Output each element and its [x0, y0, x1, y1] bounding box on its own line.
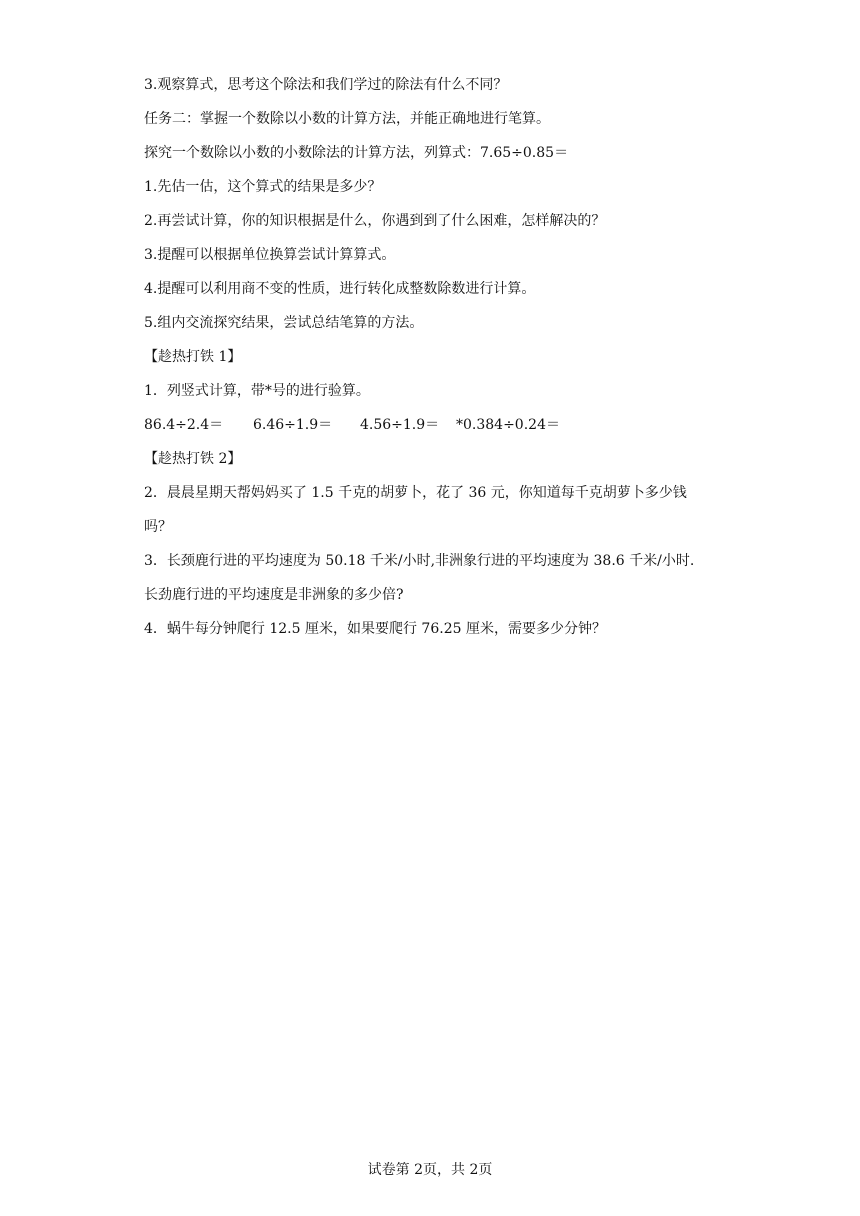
equation-item: 6.46÷1.9＝: [253, 417, 333, 433]
question-4: 4．蜗牛每分钟爬行 12.5 厘米，如果要爬行 76.25 厘米，需要多少分钟？: [144, 621, 606, 637]
explore-line: 探究一个数除以小数的小数除法的计算方法，列算式：7.65÷0.85＝: [144, 145, 569, 161]
step-hint-unit: 3.提醒可以根据单位换算尝试计算算式。: [144, 247, 396, 263]
question-2-line-1: 2．晨晨星期天帮妈妈买了 1.5 千克的胡萝卜，花了 36 元，你知道每千克胡萝卜多少钱: [144, 485, 687, 501]
question-3-line-2: 长劲鹿行进的平均速度是非洲象的多少倍?: [144, 587, 404, 603]
task-two-heading: 任务二：掌握一个数除以小数的计算方法，并能正确地进行笔算。: [144, 111, 550, 127]
step-summarize: 5.组内交流探究结果，尝试总结笔算的方法。: [144, 315, 424, 331]
step-hint-quotient: 4.提醒可以利用商不变的性质，进行转化成整数除数进行计算。: [144, 281, 536, 297]
page-footer: 试卷第 2页，共 2页: [367, 1162, 493, 1178]
practice-heading-1: 【趁热打铁 1】: [144, 349, 242, 365]
question-1: 1．列竖式计算，带*号的进行验算。: [144, 383, 370, 399]
step-try: 2.再尝试计算，你的知识根据是什么，你遇到到了什么困难，怎样解决的？: [144, 213, 606, 229]
equation-item: 86.4÷2.4＝: [144, 417, 224, 433]
question-2-line-2: 吗？: [144, 519, 172, 535]
practice-heading-2: 【趁热打铁 2】: [144, 451, 242, 467]
equation-item: 4.56÷1.9＝: [360, 417, 440, 433]
equation-row: [144, 408, 724, 442]
question-3-line-1: 3．长颈鹿行进的平均速度为 50.18 千米/小时,非洲象行进的平均速度为 38.6 千米/小时.: [144, 553, 695, 569]
step-estimate: 1.先估一估，这个算式的结果是多少？: [144, 179, 382, 195]
equation-item: *0.384÷0.24＝: [456, 417, 560, 433]
task-line-observe: 3.观察算式，思考这个除法和我们学过的除法有什么不同？: [144, 77, 508, 93]
page-content: [144, 68, 724, 646]
